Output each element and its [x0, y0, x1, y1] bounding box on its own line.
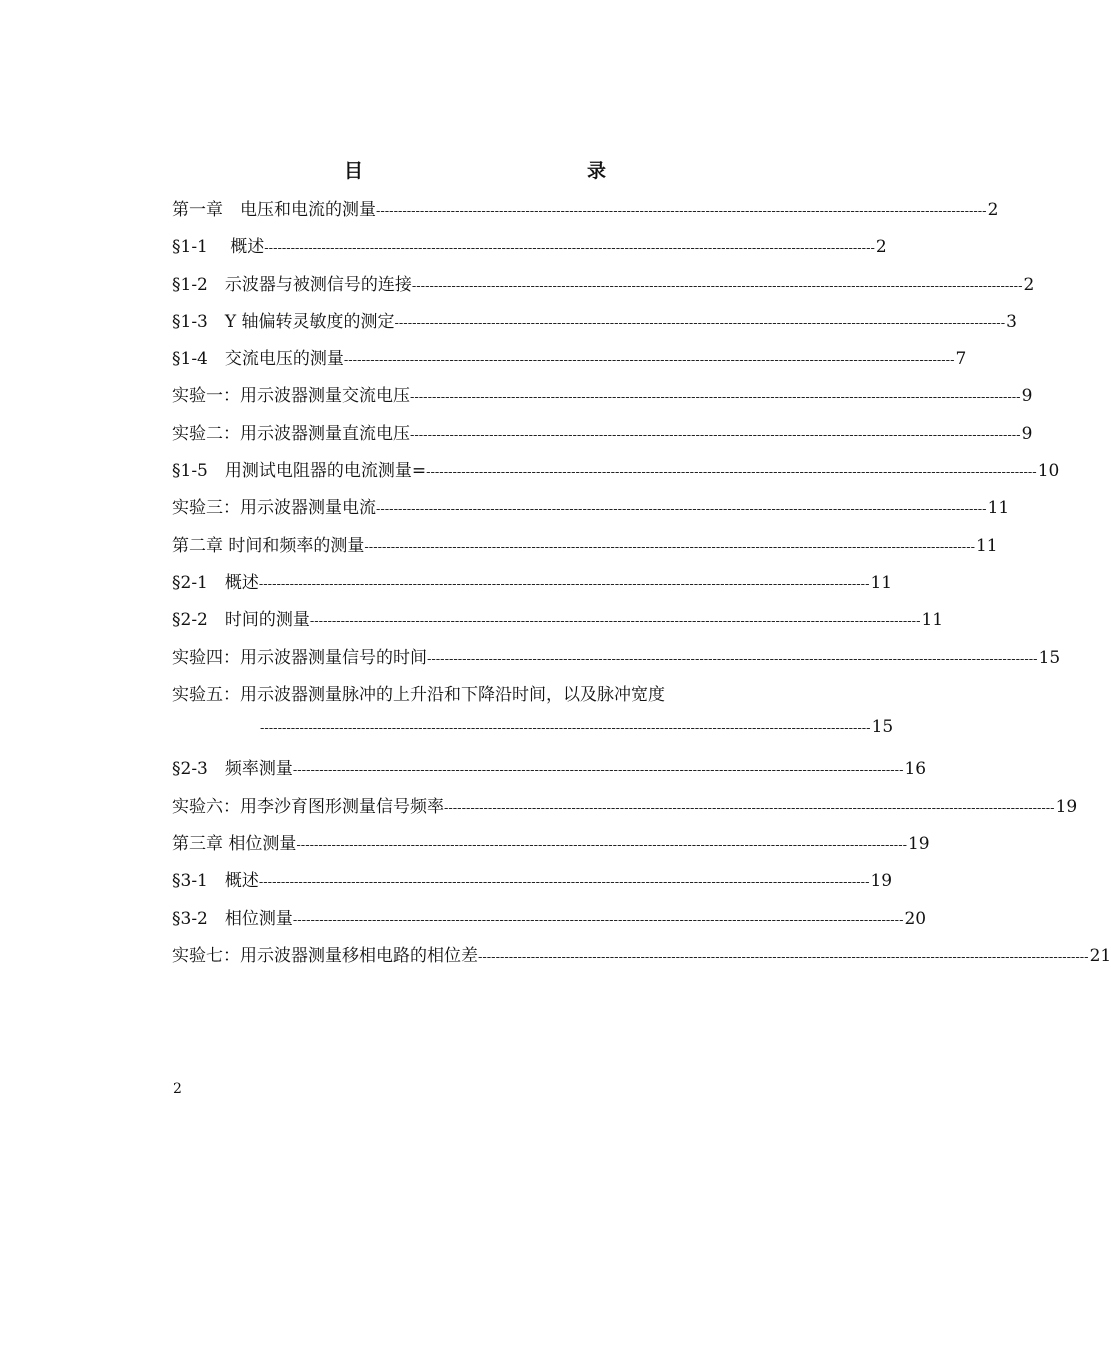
toc-entry-page: 21	[1089, 945, 1111, 966]
toc-title: 目 录	[343, 160, 668, 182]
toc-leader: -------------------------------------------------------------------------------------------------------------------------------------------	[260, 721, 871, 737]
toc-entry-text: §1-1 概述	[172, 237, 265, 258]
toc-entry[interactable]	[172, 307, 1017, 344]
toc-entry-text: 第二章 时间和频率的测量	[172, 535, 365, 556]
toc-leader: -------------------------------------------------------------------------------------------------------------------------------------------	[292, 763, 904, 779]
toc-entry-text: §1-4 交流电压的测量	[172, 349, 344, 370]
toc-entry-text: 实验六：用李沙育图形测量信号频率	[172, 796, 444, 817]
toc-entry-text: §2-2 时间的测量	[172, 610, 310, 631]
toc-leader: -------------------------------------------------------------------------------------------------------------------------------------------	[292, 912, 904, 928]
toc-entry-text: §2-3 频率测量	[172, 759, 293, 780]
toc-entry-page: 2	[875, 237, 887, 258]
toc-entry[interactable]	[172, 792, 1078, 829]
toc-leader: -------------------------------------------------------------------------------------------------------------------------------------------	[364, 539, 975, 555]
toc-entry[interactable]	[172, 381, 1033, 418]
toc-leader: -------------------------------------------------------------------------------------------------------------------------------------------	[264, 241, 875, 257]
toc-leader: -------------------------------------------------------------------------------------------------------------------------------------------	[376, 204, 987, 219]
toc-entry-text: 实验三：用示波器测量电流	[172, 498, 376, 519]
toc-leader: -------------------------------------------------------------------------------------------------------------------------------------------	[426, 465, 1037, 481]
table-of-contents	[172, 195, 1111, 978]
toc-entry-page: 7	[955, 349, 967, 370]
toc-leader: -------------------------------------------------------------------------------------------------------------------------------------------	[258, 576, 870, 592]
toc-entry[interactable]	[172, 270, 1035, 307]
toc-entry[interactable]	[172, 680, 758, 717]
toc-entry[interactable]	[172, 195, 999, 232]
toc-leader: -------------------------------------------------------------------------------------------------------------------------------------------	[376, 502, 987, 518]
toc-entry-text: 第三章 相位测量	[172, 834, 297, 855]
toc-entry-continuation[interactable]	[172, 717, 894, 754]
toc-leader: -------------------------------------------------------------------------------------------------------------------------------------------	[410, 427, 1021, 443]
toc-entry[interactable]	[172, 605, 944, 642]
toc-entry[interactable]	[172, 866, 893, 903]
toc-entry[interactable]	[172, 232, 887, 269]
toc-entry-text: §3-2 相位测量	[172, 908, 293, 929]
toc-entry-page: 20	[904, 908, 927, 929]
toc-entry[interactable]	[172, 456, 1060, 493]
toc-entry-text: 第一章 电压和电流的测量	[172, 200, 376, 220]
toc-entry[interactable]	[172, 643, 1061, 680]
toc-entry-page: 19	[870, 871, 893, 892]
toc-leader: -------------------------------------------------------------------------------------------------------------------------------------------	[444, 800, 1055, 816]
toc-entry[interactable]	[172, 941, 1111, 978]
page-number: 2	[173, 1081, 182, 1097]
toc-entry-page: 19	[907, 834, 930, 855]
toc-entry-page: 3	[1006, 311, 1017, 332]
toc-entry-page: 15	[1038, 647, 1061, 668]
toc-entry[interactable]	[172, 419, 1033, 456]
toc-leader: -------------------------------------------------------------------------------------------------------------------------------------------	[258, 875, 870, 891]
toc-entry[interactable]	[172, 829, 930, 866]
toc-leader: -------------------------------------------------------------------------------------------------------------------------------------------	[427, 651, 1038, 667]
toc-entry-text: §1-3 Y 轴偏转灵敏度的测定	[172, 311, 395, 332]
toc-entry[interactable]	[172, 531, 998, 568]
toc-entry-text: 实验二：用示波器测量直流电压	[172, 423, 410, 444]
toc-entry[interactable]	[172, 493, 1010, 530]
toc-entry-page: 2	[987, 200, 999, 220]
toc-entry-text: §2-1 概述	[172, 572, 259, 593]
toc-entry-text: 实验七：用示波器测量移相电路的相位差	[172, 945, 478, 966]
toc-entry-page: 15	[871, 717, 894, 738]
toc-entry[interactable]	[172, 344, 967, 381]
toc-entry-text: 实验五：用示波器测量脉冲的上升沿和下降沿时间，以及脉冲宽度	[172, 684, 665, 705]
toc-entry-text: 实验四：用示波器测量信号的时间	[172, 647, 427, 668]
toc-entry-page: 11	[921, 610, 944, 631]
toc-entry-page: 16	[904, 759, 927, 780]
toc-entry-text: §1-5 用测试电阻器的电流测量=	[172, 461, 427, 482]
toc-leader: -------------------------------------------------------------------------------------------------------------------------------------------	[411, 278, 1023, 294]
toc-leader: -------------------------------------------------------------------------------------------------------------------------------------------	[394, 315, 1006, 331]
toc-entry-page: 9	[1021, 386, 1033, 407]
toc-leader: -------------------------------------------------------------------------------------------------------------------------------------------	[309, 614, 921, 630]
toc-entry-text: §1-2 示波器与被测信号的连接	[172, 274, 412, 295]
toc-entry-page: 19	[1055, 796, 1078, 817]
toc-entry[interactable]	[172, 754, 927, 791]
toc-entry-page: 11	[975, 535, 998, 556]
toc-entry-page: 11	[870, 572, 893, 593]
toc-leader: -------------------------------------------------------------------------------------------------------------------------------------------	[296, 838, 907, 854]
toc-leader: -------------------------------------------------------------------------------------------------------------------------------------------	[410, 390, 1021, 406]
toc-entry-page: 10	[1037, 461, 1060, 482]
toc-entry-page: 9	[1021, 423, 1033, 444]
toc-entry-page: 11	[987, 498, 1010, 519]
toc-leader: -------------------------------------------------------------------------------------------------------------------------------------------	[343, 353, 955, 369]
toc-entry-page: 2	[1023, 274, 1035, 295]
toc-entry[interactable]	[172, 904, 927, 941]
toc-entry-text: 实验一：用示波器测量交流电压	[172, 386, 410, 407]
toc-entry[interactable]	[172, 568, 893, 605]
toc-entry-text: §3-1 概述	[172, 871, 259, 892]
toc-leader: -------------------------------------------------------------------------------------------------------------------------------------------	[478, 949, 1089, 965]
